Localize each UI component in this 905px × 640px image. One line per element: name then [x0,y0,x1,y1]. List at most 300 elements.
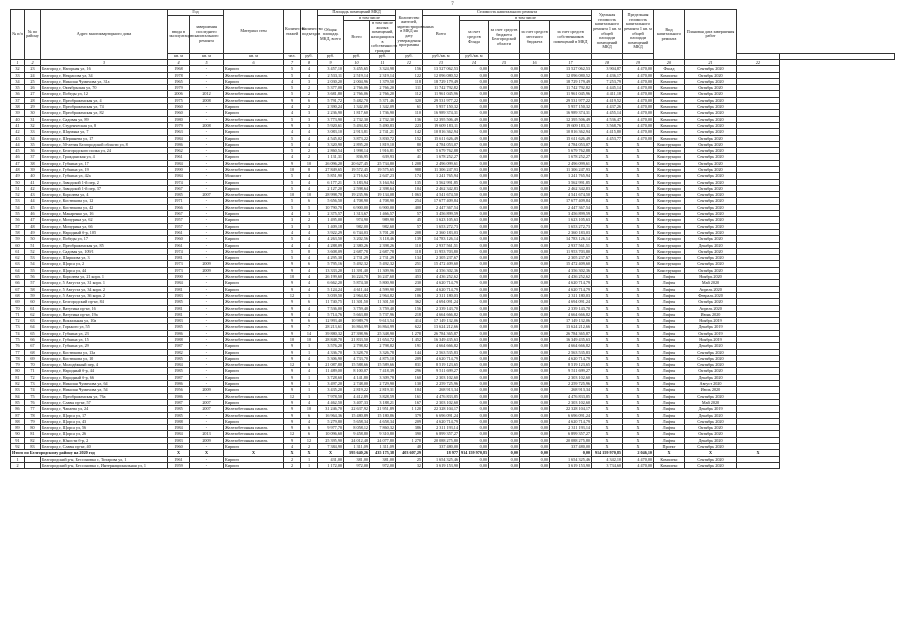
table-cell: 9 [284,418,301,424]
total-cell: 0,00 [550,450,592,456]
table-cell: 33 [11,72,25,78]
table-cell: Кирпич [224,154,284,160]
unit-cell: чел. [284,54,301,60]
table-cell: 9 [284,374,301,380]
table-cell: Железобетонная панель [224,91,284,97]
table-cell: 12 [284,362,301,368]
table-cell: Кирпич [224,368,284,374]
table-cell: 81 [25,431,41,437]
table-cell: Комплекс [654,72,685,78]
table-cell: 3 455,65 [344,66,370,72]
table-cell: 76 [25,399,41,405]
table-cell: 5 714,76 [318,311,344,317]
table-cell: 1968 [168,66,190,72]
table-cell: - [190,330,224,336]
table-cell: 251 [396,261,423,267]
table-cell: 989,90 [370,217,396,223]
table-cell: 2 390,24 [318,104,344,110]
table-cell: 65 [25,330,41,336]
col-header-repair-type: Вид капитального ремонта [654,10,685,60]
table-cell: X [623,418,654,424]
table-cell: 28 [25,97,41,103]
table-cell: 200 [396,286,423,292]
table-cell: 0,00 [520,78,550,84]
table-cell: 1 495,00 [318,217,344,223]
table-cell: 1985 [168,406,190,412]
table-cell: 48 [25,223,41,229]
table-cell: 4 [301,286,318,292]
table-cell: 1 063 [396,192,423,198]
table-cell: 2 259 725,96 [423,381,460,387]
table-cell: 2 004,96 [344,78,370,84]
table-cell: 1 342,09 [370,104,396,110]
table-cell: 2012 [190,91,224,97]
table-cell: Сентябрь 2020 [685,355,737,361]
table-cell: 296 [396,368,423,374]
col-header-area-owned: в том числе жилых помещений, находящихся в собственности граждан [371,20,398,53]
table-cell: - [190,425,224,431]
table-cell: 42 [25,185,41,191]
table-cell: Белгород г, Чапаева ул, 24 [41,406,168,412]
table-cell: - [190,166,224,172]
table-cell: 1966 [168,204,190,210]
table-cell: Ноябрь 2019 [685,337,737,343]
table-cell: 1 172,00 [318,462,344,468]
table-cell: 106 [396,292,423,298]
table-cell: 2 259 725,96 [550,381,592,387]
table-cell: X [592,399,623,405]
table-cell: 1987 [168,374,190,380]
table-cell: 0,00 [520,368,550,374]
table-cell: 0,00 [520,305,550,311]
table-cell: Белгород г, Ширшова ул, 3 [41,255,168,261]
column-index-cell: 22 [737,59,780,65]
table-cell: 11 953 703,80 [550,248,592,254]
table-cell: 9 [284,286,301,292]
total-cell: X [685,450,737,456]
table-cell: Железобетонная панель [224,431,284,437]
table-cell: 11 742 792,82 [423,85,460,91]
table-cell: Июль 2020 [685,387,737,393]
table-cell: 337 480,00 [550,444,592,450]
table-cell: 1973 [168,267,190,273]
table-cell: 4 733,70 [344,355,370,361]
table-cell: 381,00 [370,456,396,462]
table-cell: 0,00 [520,110,550,116]
table-cell: 4 [301,418,318,424]
table-cell: 40 [25,173,41,179]
table-cell: 51 [25,242,41,248]
table-cell: - [190,85,224,91]
table-cell: 38 [11,104,25,110]
table-cell: 0,00 [520,122,550,128]
table-cell: X [623,198,654,204]
total-cell: 18 977 [423,450,460,456]
table-cell: 0,00 [520,267,550,273]
table-cell: Белгород г, Преображенская ул, 82 [41,110,168,116]
table-cell: Октябрь 2020 [685,236,737,242]
total-cell: X [654,450,685,456]
table-cell: 72 [25,374,41,380]
table-cell: 2 798,82 [370,343,396,349]
table-cell: 218 [396,311,423,317]
table-cell: 139 [396,236,423,242]
table-cell: Кирпич [224,399,284,405]
table-cell: 4 445,14 [592,85,623,91]
table-cell: 1 [301,349,318,355]
table-cell: 11 306 247,93 [423,166,460,172]
column-index-cell: 10 [344,59,370,65]
table-cell: 0,00 [520,456,550,462]
table-cell: 4 356 302,36 [550,267,592,273]
table-cell: 0,00 [489,135,520,141]
table-cell: 10 989,79 [344,318,370,324]
table-cell: Железобетонная панель [224,330,284,336]
table-cell: 25 [25,78,41,84]
table-cell: 88 [11,418,25,424]
table-cell: Белгород г, Гражданская ул, 4 [41,154,168,160]
table-cell: 0,00 [460,368,489,374]
table-cell: 5 [284,248,301,254]
table-cell: 2 [284,462,301,468]
table-cell: 4 470,00 [623,78,654,84]
table-cell: Лифты [654,286,685,292]
table-cell: X [592,261,623,267]
table-cell: 1960 [168,110,190,116]
table-cell: Белгород г, Белгородский пр-кт, 84 [41,299,168,305]
table-cell: 5 [284,91,301,97]
unit-cell: руб. [370,54,396,60]
table-cell: 5 679 762,88 [550,148,592,154]
table-cell: 16 964,36 [318,412,344,418]
column-index-cell: 7 [284,59,301,65]
table-cell: 0,00 [489,299,520,305]
table-cell: 5 [284,72,301,78]
table-cell: 0,00 [489,223,520,229]
table-cell: 3 873,22 [344,135,370,141]
table-cell: Лифты [654,299,685,305]
table-cell: 0,00 [460,286,489,292]
table-cell: 0,00 [460,374,489,380]
table-cell: X [623,160,654,166]
table-cell: 48 [396,444,423,450]
table-cell: 2007 [190,192,224,198]
table-cell: 6 744,03 [344,229,370,235]
table-cell: Лифты [654,324,685,330]
table-cell: Конструкции [654,229,685,235]
table-cell: Железобетонная панель [224,267,284,273]
table-cell: X [623,330,654,336]
table-cell: Лифты [654,318,685,324]
table-cell: Конструкции [654,148,685,154]
table-cell: 1990 [168,166,190,172]
table-cell: 4 541 674,50 [550,192,592,198]
table-cell: 41 [25,179,41,185]
table-cell: 0,00 [460,418,489,424]
table-cell: 47 [11,160,25,166]
column-index-cell: 21 [685,59,737,65]
table-cell: 4 708,90 [370,198,396,204]
table-cell: 5 490,83 [370,122,396,128]
table-cell: 4 [301,355,318,361]
table-cell: 10 816 362,94 [423,129,460,135]
table-cell: 414 [396,318,423,324]
table-cell: 9 [284,412,301,418]
table-cell: 66 [11,280,25,286]
table-cell: 35 [25,141,41,147]
table-cell: 4 470,00 [623,122,654,128]
table-cell: Сентябрь 2020 [685,204,737,210]
table-cell: 4 [284,104,301,110]
table-cell: 2 [301,217,318,223]
table-cell: Железобетонная панель [224,362,284,368]
table-cell: 1960 [168,236,190,242]
table-cell: 0,00 [489,324,520,330]
table-cell: Монолит [224,173,284,179]
table-cell: 66 [25,337,41,343]
table-cell: Кирпич [224,349,284,355]
table-cell: Сентябрь 2020 [685,462,737,468]
table-cell: X [623,179,654,185]
table-cell: Сентябрь 2020 [685,255,737,261]
table-cell: Кирпич [224,110,284,116]
table-cell: 0,00 [460,305,489,311]
table-cell: X [592,141,623,147]
table-cell: Железобетонная панель [224,393,284,399]
table-cell: 0,00 [489,160,520,166]
table-cell: 988 [396,166,423,172]
table-cell: 9 511 699,27 [423,368,460,374]
table-cell: Ноябрь 2019 [685,318,737,324]
table-cell: Сентябрь 2020 [685,66,737,72]
table-cell: 0,00 [460,223,489,229]
table-cell: 9 [284,425,301,431]
table-cell: 0,00 [520,173,550,179]
table-cell: 8 519 123,65 [550,362,592,368]
table-cell: X [623,431,654,437]
table-cell: 2 [284,456,301,462]
table-cell: 0,00 [520,418,550,424]
table-cell: 0,00 [520,229,550,235]
table-cell: 77 [25,406,41,412]
table-cell: 9 [284,381,301,387]
table-cell: 1982 [168,349,190,355]
table-cell: 6 696 091,24 [423,412,460,418]
table-cell: 1985 [168,368,190,374]
table-cell: 0,00 [520,406,550,412]
column-index-cell: 18 [592,59,623,65]
table-cell: Комплекс [654,104,685,110]
table-cell: 8 100,07 [344,368,370,374]
table-cell: 3 728,60 [318,374,344,380]
table-cell: 55 [11,211,25,217]
table-cell: 46 [25,211,41,217]
table-cell: 9 [284,399,301,405]
table-cell: Кирпич [224,444,284,450]
table-cell: 0,00 [460,425,489,431]
table-cell: 4 [284,129,301,135]
table-cell: 69 [25,355,41,361]
table-cell: 156 [396,305,423,311]
table-cell: Белгород г, Славы пр-кт, 57 [41,399,168,405]
table-cell: 11 740,75 [318,299,344,305]
table-cell: 2 687,78 [370,248,396,254]
table-cell: 10 [284,274,301,280]
table-cell: 3 183,94 [344,179,370,185]
table-cell: 38 [25,160,41,166]
table-cell: 11 953 703,80 [423,248,460,254]
table-cell: 83 [11,387,25,393]
table-cell: Кирпич [224,387,284,393]
table-cell: 1 817,60 [344,110,370,116]
table-cell: 2 716,62 [344,173,370,179]
table-cell: 2 339 143,70 [550,305,592,311]
table-cell: Белгород г, 5 Августа ул, 34 корп. 2 [41,286,168,292]
table-cell: 1985 [168,412,190,418]
table-cell: X [623,337,654,343]
table-cell: 3 [301,78,318,84]
table-cell: 1974 [168,248,190,254]
table-cell: 1 [301,381,318,387]
table-cell: 4 411,18 [592,91,623,97]
table-cell: 4 [284,229,301,235]
table-cell: X [623,185,654,191]
table-cell: X [623,399,654,405]
table-cell: 9 [284,261,301,267]
table-cell: Лифты [654,330,685,336]
table-cell: X [592,387,623,393]
table-cell: Кирпич [224,280,284,286]
table-cell: Лифты [654,311,685,317]
table-cell: 0,00 [520,97,550,103]
table-cell: - [190,444,224,450]
table-cell: 84 [11,393,25,399]
table-cell: 1986 [168,330,190,336]
table-cell: Лифты [654,280,685,286]
total-cell: 914 159 970,85 [592,450,623,456]
table-cell: 2007 [190,399,224,405]
unit-cell: руб. [301,54,318,60]
table-cell: 161 [396,393,423,399]
table-cell: 9 [284,355,301,361]
table-cell: 3 497,20 [318,381,344,387]
table-cell: 3 083,10 [318,129,344,135]
table-cell: 1984 [168,431,190,437]
col-header-area-premises: в том числе [344,15,396,21]
table-cell: 10 096,60 [318,431,344,437]
table-cell: Белгород г, Садовая ул, 109/1 [41,248,168,254]
table-cell: X [592,286,623,292]
table-cell: Лифты [654,355,685,361]
table-cell: Лифты [654,387,685,393]
table-cell: - [190,462,224,468]
table-cell: 79 [25,418,41,424]
table-cell: 72 [11,318,25,324]
table-cell: 0,00 [489,129,520,135]
table-cell: 2 741,21 [370,129,396,135]
table-cell: 0,00 [489,305,520,311]
table-cell: 2 [301,104,318,110]
table-cell: 2013 [190,431,224,437]
table-cell: 4 [284,444,301,450]
table-cell: Лифты [654,399,685,405]
table-cell: 4 [284,242,301,248]
table-cell: 0,00 [460,85,489,91]
table-cell: 11 306 247,93 [550,166,592,172]
table-cell: 9 [284,122,301,128]
table-cell: Железобетонная панель [224,85,284,91]
table-cell: 0,00 [460,192,489,198]
table-cell: X [623,217,654,223]
table-cell: 3 324,98 [370,66,396,72]
table-cell: 5 957 150,32 [550,104,592,110]
table-cell: 4 470,00 [623,104,654,110]
table-cell: 1 [11,456,25,462]
table-cell: 57 [25,280,41,286]
table-cell: 4 [301,255,318,261]
table-cell: 1 [301,292,318,298]
table-cell: 10 [301,160,318,166]
unit-cell: кв. м [168,54,190,60]
table-cell: 5 957 150,32 [423,104,460,110]
table-cell: 1 [301,374,318,380]
table-cell: 1983 [168,437,190,443]
table-cell: 27 398,96 [344,330,370,336]
table-cell: X [592,173,623,179]
table-cell: 4 476 833,85 [423,393,460,399]
table-cell: 4 436 252,62 [423,274,460,280]
table-cell: 15 588,66 [344,362,370,368]
column-index-cell: 6 [224,59,284,65]
table-cell: 4 620 714,79 [550,286,592,292]
table-cell: 62 [25,311,41,317]
table-cell: 4 [301,185,318,191]
table-cell: 4 288,09 [318,242,344,248]
table-cell: 3 [301,122,318,128]
table-cell: 4 470,00 [623,66,654,72]
table-cell: 1988 [168,337,190,343]
table-cell: Апрель 2020 [685,305,737,311]
table-cell: Конструкции [654,236,685,242]
table-cell: 4 470,00 [623,85,654,91]
table-cell: 2 964,82 [344,292,370,298]
col-header-address: Адрес многоквартирного дома [41,10,168,60]
table-cell: 2 360 183,03 [550,229,592,235]
table-cell: 2 766,06 [344,85,370,91]
table-cell: Фасад [654,66,685,72]
table-cell: 2 398,64 [370,185,396,191]
unit-cell: руб./кв. м [460,54,489,60]
total-cell: 0,00 [520,450,550,456]
table-cell: Кирпич [224,286,284,292]
table-cell: X [623,355,654,361]
table-cell: - [190,217,224,223]
table-cell: 2 [301,154,318,160]
col-header-year-last-repair: завершения последнего капитального ремонта [190,15,224,54]
table-cell: Конструкции [654,154,685,160]
table-cell: Сентябрь 2020 [685,261,737,267]
table-cell: 59 [11,236,25,242]
table-cell: 4 620 714,79 [550,280,592,286]
table-cell: 15 472 409,60 [423,261,460,267]
table-cell: 1986 [168,141,190,147]
table-cell: 5 492,32 [344,261,370,267]
col-header-entrances: Количество подъездов [301,10,318,54]
table-cell: X [592,192,623,198]
table-cell: 19 575,65 [370,166,396,172]
table-cell: 1 [301,343,318,349]
table-cell: 0,00 [489,267,520,273]
